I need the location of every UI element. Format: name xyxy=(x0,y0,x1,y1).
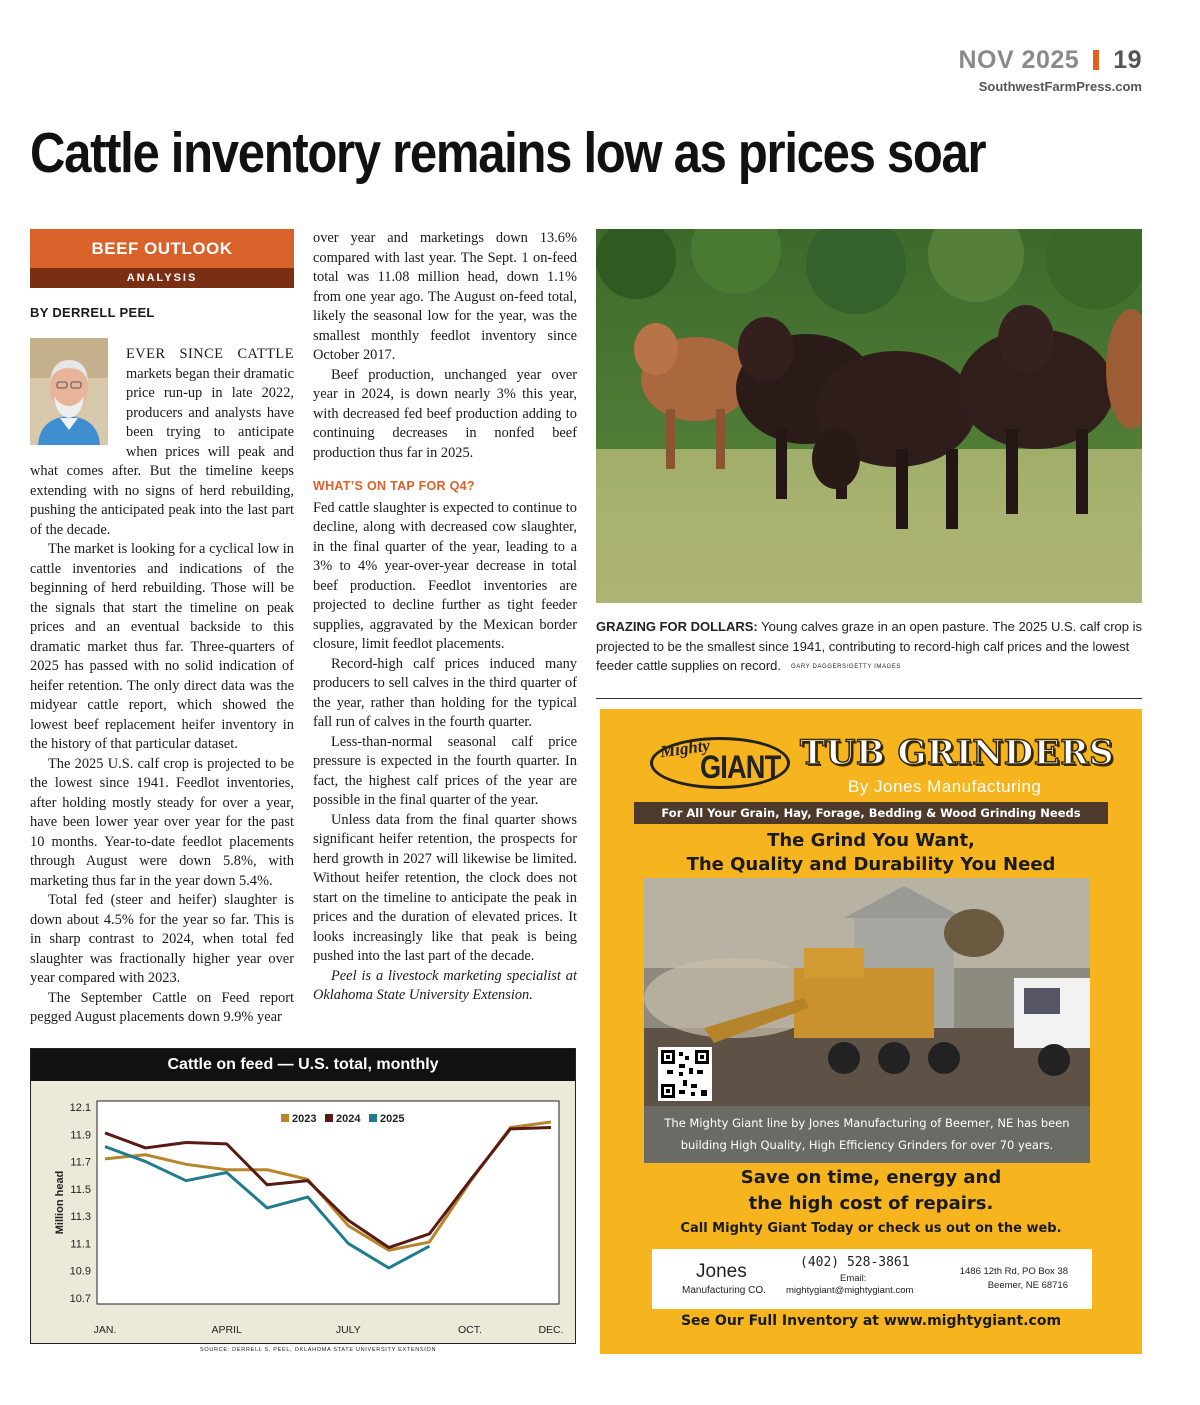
article-paragraph-9: Less-than-normal seasonal calf price pressure is expected in the fourth quarter. In fact, the highest calf prices of the year are possible in the final quarter of the year. xyxy=(313,733,577,808)
x-tick-label: OCT. xyxy=(457,1324,482,1336)
y-axis-label: Million head xyxy=(54,1170,66,1235)
logo-text-top: Mighty xyxy=(658,735,712,762)
y-tick-label: 11.7 xyxy=(70,1156,91,1169)
article-paragraph-5a: The September Cattle on Feed report pegged August placements down 9.9% year xyxy=(30,989,294,1025)
ad-website-link[interactable]: See Our Full Inventory at www.mightygiant.com xyxy=(680,1313,1062,1329)
y-tick-label: 10.7 xyxy=(69,1293,91,1305)
y-tick-label: 11.1 xyxy=(70,1238,91,1251)
y-tick-label: 11.9 xyxy=(70,1129,91,1142)
email-label: Email: xyxy=(840,1273,867,1284)
company-name: Jones xyxy=(696,1261,747,1282)
author-tagline: Peel is a livestock marketing specialist at Oklahoma State University Extension. xyxy=(313,967,577,1003)
article-paragraph-10: Unless data from the final quarter shows significant heifer retention, the prospects for herd growth in 2027 will likewise be limited. Without heifer retention, the clock does not start on the timeline to anticipate the peak in prices and the duration of elevated prices. It looks increasingly like that peak is being pushed into the last part of the decade. xyxy=(313,811,577,964)
mailing-address xyxy=(948,1265,1068,1293)
legend-label-2025: 2025 xyxy=(380,1113,405,1125)
section-label xyxy=(30,229,294,288)
ad-description-line-1: The Mighty Giant line by Jones Manufacturing of Beemer, NE has been xyxy=(664,1116,1070,1130)
ad-save-message xyxy=(600,1165,1142,1217)
x-tick-label: JULY xyxy=(335,1324,361,1336)
ad-call-to-action: Call Mighty Giant Today or check us out on the web. xyxy=(680,1221,1062,1236)
article-paragraph-4: Total fed (steer and heifer) slaughter is down about 4.5% for the year so far. This is in sharp contrast to 2024, when total fed slaughter was fractionally higher year over year compared with 2023. xyxy=(30,892,294,986)
x-tick-label: DEC. xyxy=(538,1324,564,1336)
y-tick-label: 10.9 xyxy=(69,1265,91,1278)
page-header xyxy=(958,46,1142,94)
byline: BY DERRELL PEEL xyxy=(30,305,155,320)
ad-divider xyxy=(596,698,1142,699)
address-line-1: 1486 12th Rd, PO Box 38 xyxy=(959,1266,1068,1277)
y-tick-label: 12.1 xyxy=(69,1102,91,1114)
x-tick-label: APRIL xyxy=(211,1324,242,1336)
company-subname: Manufacturing CO. xyxy=(682,1285,766,1296)
header-divider xyxy=(1093,50,1099,70)
photo-credit: GARY DAGGERS/GETTY IMAGES xyxy=(791,664,902,670)
issue-line xyxy=(958,46,1142,75)
cattle-photo xyxy=(596,229,1142,603)
legend-swatch-2025 xyxy=(369,1114,377,1122)
section-subtitle: ANALYSIS xyxy=(30,268,294,288)
legend-label-2023: 2023 xyxy=(292,1113,317,1125)
article-paragraph-6: Beef production, unchanged year over year in 2024, is down nearly 3% this year, with decreased fed beef production adding to continuing decreases in nonfed beef production thus far in 2025. xyxy=(313,366,577,461)
article-column-2 xyxy=(313,229,577,1006)
x-tick-label: JAN. xyxy=(93,1324,117,1336)
lead-in-caps: EVER SINCE CATTLE xyxy=(126,346,294,362)
phone-number[interactable]: (402) 528-3861 xyxy=(800,1255,910,1270)
email-address[interactable]: mightygiant@mightygiant.com xyxy=(786,1285,914,1296)
article-subhead: WHAT’S ON TAP FOR Q4? xyxy=(313,479,475,493)
site-url[interactable]: SouthwestFarmPress.com xyxy=(978,79,1142,94)
headline: Cattle inventory remains low as prices soar xyxy=(30,121,986,185)
article-paragraph-7: Fed cattle slaughter is expected to continue to decline, along with decreased cow slaughter, in the final quarter of the year, leading to a 3% to 4% year-over-year decrease in total beef production. Feedlot inventories are projected to decline further as tight feeder supplies, aggravated by the Mexican border closure, limit feedlot placements. xyxy=(313,499,577,652)
chart-plot xyxy=(31,1081,575,1343)
photo-wrap-space xyxy=(30,345,126,457)
article-paragraph-8: Record-high calf prices induced many producers to sell calves in the third quarter of the year, rather than holding for the typical fall run of calves in the fourth quarter. xyxy=(313,655,577,730)
caption-text: Young calves graze in an open pasture. The 2025 U.S. calf crop is projected to be the smallest since 1941, contributing to record-high calf prices and the lowest feeder cattle supplies on record. xyxy=(596,619,1142,673)
address-line-2: Beemer, NE 68716 xyxy=(987,1280,1068,1291)
ad-headline xyxy=(600,829,1142,877)
ad-brand: TUB GRINDERS xyxy=(800,733,1115,773)
ad-description xyxy=(644,1106,1090,1163)
ad-banner: For All Your Grain, Hay, Forage, Bedding & Wood Grinding Needs xyxy=(634,802,1108,824)
ad-save-line-1: Save on time, energy and xyxy=(740,1167,1002,1188)
article-paragraph-3: The 2025 U.S. calf crop is projected to be the lowest since 1941. Feedlot inventories, after holding mostly steady for over a year, have been lower year over year for the past 10 months. Year-to-date feedlot placements through August were down 5.8%, with marketing thus far in the year down 5.4%. xyxy=(30,755,294,889)
page-number: 19 xyxy=(1113,46,1142,74)
cattle-on-feed-chart xyxy=(30,1048,576,1344)
article-paragraph-2: The market is looking for a cyclical low in cattle inventories and indications of the beginning of herd rebuilding. Those will be the signals that start the timeline on peak prices and an eventual backside to this dramatic market thus far. Three-quarters of 2025 has passed with no solid indication of heifer retention. The only direct data was the midyear cattle report, which showed the lowest beef replacement heifer inventory in the history of that particular dataset. xyxy=(30,541,294,752)
chart-source: SOURCE: DERRELL S. PEEL, OKLAHOMA STATE UNIVERSITY EXTENSION xyxy=(200,1347,437,1353)
ad-byline: By Jones Manufacturing xyxy=(848,777,1042,796)
logo-text-bottom: GIANT xyxy=(700,749,781,785)
chart-title: Cattle on feed — U.S. total, monthly xyxy=(31,1049,575,1081)
qr-code[interactable] xyxy=(658,1047,712,1101)
lead-paragraph-text: markets began their dramatic price run-up in late 2022, producers and analysts have been trying to anticipate when prices will peak and what comes after. But the timeline keeps extending with no signs of herd rebuilding, pushing the anticipated peak into the last part of the decade. xyxy=(30,365,294,538)
article-column-1 xyxy=(30,345,294,1028)
ad-headline-line-1: The Grind You Want, xyxy=(767,830,975,851)
caption-label: GRAZING FOR DOLLARS: xyxy=(596,619,758,634)
advertisement[interactable] xyxy=(600,709,1142,1354)
legend-swatch-2024 xyxy=(325,1114,333,1122)
ad-headline-line-2: The Quality and Durability You Need xyxy=(686,854,1056,875)
legend-label-2024: 2024 xyxy=(336,1113,361,1125)
ad-description-line-2: building High Quality, High Efficiency Grinders for over 70 years. xyxy=(680,1138,1054,1152)
ad-save-line-2: the high cost of repairs. xyxy=(748,1193,994,1214)
legend-swatch-2023 xyxy=(281,1114,289,1122)
y-tick-label: 11.5 xyxy=(70,1183,91,1196)
section-title: BEEF OUTLOOK xyxy=(30,229,294,268)
photo-caption xyxy=(596,617,1142,678)
issue-date: NOV 2025 xyxy=(958,46,1080,74)
y-tick-label: 11.3 xyxy=(70,1211,91,1224)
ad-contact-card xyxy=(652,1249,1092,1309)
article-paragraph-5b: over year and marketings down 13.6% compared with last year. The Sept. 1 on-feed total was 11.08 million head, down 1.1% from one year ago. The August on-feed total, likely the seasonal low for the year, was the smallest monthly feedlot inventory since October 2017. xyxy=(313,230,577,363)
